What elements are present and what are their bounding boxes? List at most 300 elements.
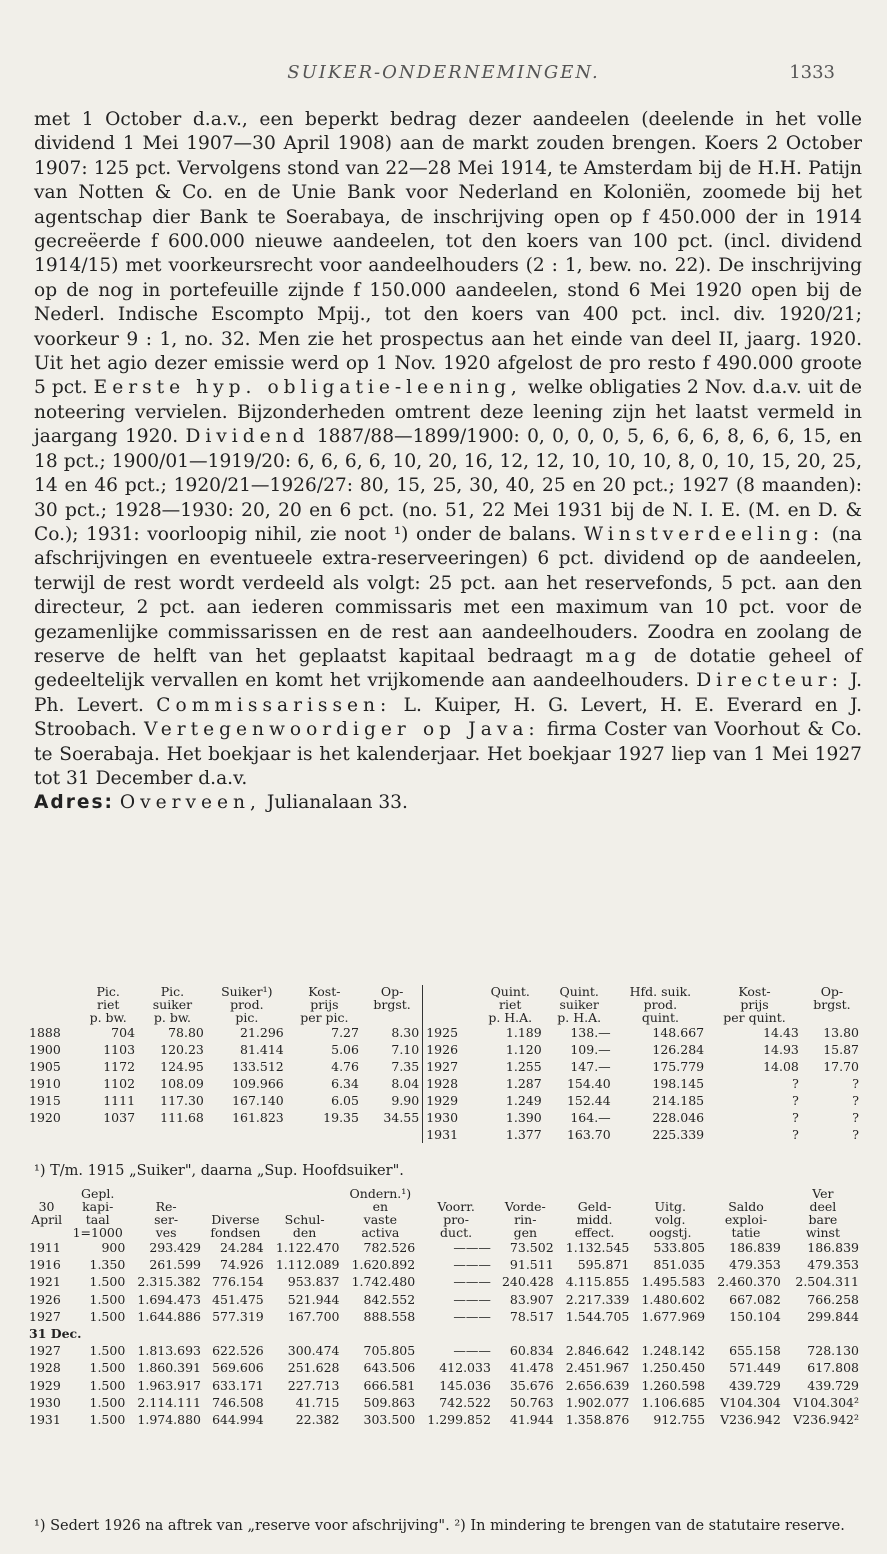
column-header: Saldo — [728, 1199, 764, 1214]
table-cell: 1921 — [29, 1274, 61, 1290]
table-cell: 81.414 — [240, 1042, 284, 1057]
table-cell: 50.763 — [509, 1394, 554, 1410]
table-cell: 1916 — [29, 1257, 61, 1273]
table-cell: 1.480.602 — [641, 1291, 706, 1307]
table-cell: 145.036 — [439, 1377, 491, 1393]
column-header: p. bw. — [153, 1010, 192, 1025]
table-cell: 299.844 — [807, 1308, 859, 1324]
table-row — [26, 1092, 862, 1109]
column-header: Hfd. suik. — [629, 984, 692, 999]
table-cell: ? — [792, 1093, 799, 1108]
table-cell: 533.805 — [653, 1240, 706, 1255]
table-cell: 479.353 — [729, 1257, 781, 1273]
table-cell: 83.907 — [509, 1291, 554, 1307]
table-cell: 667.082 — [729, 1291, 781, 1307]
table-cell: 412.033 — [439, 1360, 491, 1376]
page-number: 1333 — [789, 62, 835, 83]
table-cell: 1.620.892 — [351, 1257, 416, 1273]
table-cell: 164.— — [570, 1110, 611, 1125]
table-cell: 1929 — [29, 1377, 61, 1393]
column-header — [802, 1011, 862, 1024]
table-cell: 7.27 — [331, 1025, 359, 1040]
column-header: brgst. — [813, 997, 851, 1012]
table-cell: 1.260.598 — [641, 1377, 706, 1393]
table-cell: 91.511 — [509, 1257, 554, 1273]
body-text — [34, 108, 862, 816]
table-cell: 126.284 — [652, 1042, 705, 1057]
table-cell: V104.304² — [793, 1394, 859, 1410]
table-cell: 2.460.370 — [717, 1274, 781, 1290]
table-cell: 2.504.311 — [795, 1274, 859, 1290]
table-cell: 1.860.391 — [137, 1360, 202, 1376]
table-cell: ? — [852, 1093, 859, 1108]
table-cell: 1.644.886 — [137, 1308, 202, 1324]
table-cell: 1.390 — [505, 1110, 542, 1125]
balance-table — [26, 1187, 862, 1428]
table-cell: 1.495.583 — [641, 1274, 706, 1290]
column-header: April — [31, 1212, 63, 1227]
table-cell: 1.299.852 — [427, 1412, 491, 1428]
table-cell: 1.500 — [89, 1394, 126, 1410]
table-cell: 9.90 — [391, 1093, 420, 1108]
table-row — [26, 1308, 862, 1325]
column-header: riet — [499, 997, 522, 1012]
table-cell: 1102 — [103, 1076, 136, 1091]
column-header — [362, 1011, 423, 1024]
table-cell: 1.112.089 — [275, 1257, 340, 1273]
table-cell: 1.377 — [505, 1127, 542, 1142]
table-cell: ——— — [453, 1257, 491, 1273]
table-cell: 19.35 — [323, 1110, 359, 1125]
table-cell: 2.846.642 — [565, 1343, 630, 1359]
table-cell: 643.506 — [363, 1360, 416, 1376]
table-cell: 1103 — [103, 1042, 136, 1057]
table-cell: 1.500 — [89, 1343, 126, 1359]
column-header: duct. — [440, 1225, 473, 1240]
table-cell: 900 — [101, 1240, 126, 1255]
column-header: Op- — [380, 984, 404, 999]
table-cell: 1910 — [29, 1076, 61, 1091]
column-header: ser- — [154, 1212, 179, 1227]
column-header: Suiker¹) — [221, 984, 273, 999]
table-cell: 2.217.339 — [565, 1291, 630, 1307]
table-cell: 161.823 — [232, 1110, 284, 1125]
table-cell: 152.44 — [566, 1093, 611, 1108]
table-row — [26, 1411, 862, 1428]
table-cell: 175.779 — [652, 1059, 705, 1074]
table-cell: 439.729 — [729, 1377, 781, 1393]
table-cell: 1927 — [423, 1058, 476, 1075]
table-cell: 4.115.855 — [565, 1274, 630, 1290]
table-cell: 14.43 — [763, 1025, 799, 1040]
table-cell: 60.834 — [509, 1343, 554, 1359]
column-header: Pic. — [160, 984, 185, 999]
table-row — [26, 1359, 862, 1376]
table-cell: 186.839 — [807, 1240, 859, 1255]
table-cell: 1.350 — [89, 1257, 126, 1273]
table-cell: 138.— — [570, 1025, 611, 1040]
column-header: Quint. — [490, 984, 530, 999]
table-row — [26, 1342, 862, 1359]
table-cell: 303.500 — [363, 1412, 416, 1428]
table-cell: 78.80 — [168, 1025, 204, 1040]
table-header-row — [26, 985, 862, 998]
column-header: prijs — [740, 997, 769, 1012]
table-cell — [26, 1126, 78, 1143]
table-cell: 108.09 — [160, 1076, 204, 1091]
column-header: fondsen — [210, 1225, 261, 1240]
table-cell: 1926 — [423, 1041, 476, 1058]
table-cell: 35.676 — [509, 1377, 554, 1393]
table-cell — [78, 1126, 138, 1143]
column-header: pro- — [443, 1212, 469, 1227]
table-cell: 1.250.450 — [641, 1360, 706, 1376]
table-cell: 1.902.077 — [565, 1394, 630, 1410]
table-cell: 8.04 — [391, 1076, 420, 1091]
table-cell: 22.382 — [295, 1412, 340, 1428]
table-cell: 163.70 — [566, 1127, 611, 1142]
text-span: firma Coster van Voorhout & Co. te Soerabaja. Het boekjaar is het kalenderjaar. Het boekjaar 1927 liep van 1 Mei 1927 tot 31 December d.a.v. — [34, 719, 862, 789]
table-cell: 15.87 — [823, 1042, 859, 1057]
table-cell: 1.189 — [505, 1025, 542, 1040]
column-header: 1=1000 — [72, 1225, 123, 1240]
table-cell: 1930 — [423, 1109, 476, 1126]
table-cell: 622.526 — [212, 1343, 264, 1359]
table-cell: 1.122.470 — [275, 1240, 340, 1255]
footnote-2: ¹) Sedert 1926 na aftrek van „reserve voor afschrijving". ²) In mindering te brengen van de statutaire reserve. — [34, 1518, 845, 1534]
table-cell: 4.76 — [331, 1059, 359, 1074]
table-cell: 74.926 — [220, 1257, 264, 1273]
table-cell: 766.258 — [807, 1291, 859, 1307]
table-cell: 111.68 — [160, 1110, 204, 1125]
column-header: Pic. — [96, 984, 120, 999]
table-cell: 746.508 — [212, 1394, 264, 1410]
column-header: kapi- — [82, 1199, 114, 1214]
column-header: Op- — [820, 984, 844, 999]
address-label: Adres: — [34, 792, 114, 814]
column-header: brgst. — [373, 997, 411, 1012]
table-cell: ——— — [453, 1291, 491, 1307]
table-cell: 1111 — [103, 1093, 136, 1108]
column-header: rin- — [514, 1212, 537, 1227]
text-span: 1887/88—1899/1900: 0, 0, 0, 0, 5, 6, 6, 6, 8, 6, 6, 15, en 18 pct.; 1900/01—1919/20: 6, 6, 6, 6, 10, 20, 16, 12, 12, 10, 10, 10, 8, 0, 10, 15, 20, 25, 14 en 46 pct.; 1920/21—1926/27: 80, 15, 25, 30, 40, 25 en 20 pct.; 1927 (8 maanden): 30 pct.; 1928—1930: 20, 20 en 6 pct. (no. 51, 22 Mei 1931 bij de N. I. E. (M. en D. & Co.); 1931: voorloopig nihil, zie noot ¹) onder de balans. — [34, 426, 862, 545]
column-header: Diverse — [211, 1212, 260, 1227]
table-cell: 1928 — [423, 1075, 476, 1092]
table-cell: 148.667 — [652, 1025, 705, 1040]
column-header: volg. — [654, 1212, 686, 1227]
table-cell — [138, 1126, 207, 1143]
column-header: prijs — [310, 997, 339, 1012]
table-cell: 1.677.969 — [641, 1308, 706, 1324]
column-header: 30 — [38, 1199, 55, 1214]
table-cell: 1.132.545 — [565, 1240, 630, 1255]
table-cell: 1.249 — [505, 1093, 542, 1108]
table-cell: 1.255 — [505, 1059, 542, 1074]
text-span: met 1 October d.a.v., een beperkt bedrag dezer aandeelen (deelende in het volle dividend 1 Mei 1907—30 April 1908) aan de markt zouden brengen. Koers 2 October 1907: 125 pct. Vervolgens stond van 22—28 Mei 1914, te Amsterdam bij de H.H. Patijn van Notten & Co. en de Unie Bank voor Nederland en Koloniën, zoomede bij het agentschap dier Bank te Soerabaya, de inschrijving open op f 450.000 der in 1914 gecreëerde f 600.000 nieuwe aandeelen, tot den koers van 100 pct. (incl. dividend 1914/15) met voorkeursrecht voor aandeelhouders (2 : 1, bew. no. 22). De inschrijving op de nog in portefeuille zijnde f 150.000 aandeelen, stond 6 Mei 1920 open bij de Nederl. Indische Escompto Mpij., tot den koers van 400 pct. incl. div. 1920/21; voorkeur 9 : 1, no. 32. Men zie het prospectus aan het einde van deel II, jaarg. 1920. Uit het agio dezer emissie werd op 1 Nov. 1920 afgelost de pro resto f 490.000 groote 5 pct. — [34, 109, 862, 399]
column-header: activa — [361, 1225, 400, 1240]
table-cell: 14.93 — [763, 1042, 799, 1057]
table-cell: 1911 — [29, 1240, 61, 1255]
table-cell: 228.046 — [652, 1110, 705, 1125]
table-cell: 117.30 — [160, 1093, 204, 1108]
column-header — [267, 1187, 343, 1200]
table-row — [26, 1239, 862, 1256]
column-header: Ondern.¹) — [349, 1186, 412, 1201]
table-cell: 109.966 — [232, 1076, 284, 1091]
table-cell: 1931 — [423, 1126, 476, 1143]
column-header: Kost- — [738, 984, 771, 999]
table-cell: 1.974.880 — [137, 1412, 202, 1428]
table-cell: 1928 — [29, 1360, 61, 1376]
emphasis-commissarissen: Commissarissen: — [156, 694, 392, 716]
column-header: deel — [809, 1199, 837, 1214]
table-cell: 198.145 — [652, 1076, 705, 1091]
column-header: prod. — [643, 997, 678, 1012]
table-cell: 451.475 — [212, 1291, 264, 1307]
column-header: den — [292, 1225, 317, 1240]
column-header: Uitg. — [654, 1199, 687, 1214]
table-cell: 13.80 — [823, 1025, 859, 1040]
emphasis-vertegenwoordiger: Vertegenwoordiger op Java: — [143, 719, 540, 741]
column-header: Gepl. — [81, 1186, 115, 1201]
table-cell: 1.742.480 — [351, 1274, 416, 1290]
column-header: Schul- — [284, 1212, 325, 1227]
table-cell — [207, 1126, 287, 1143]
table-cell: 133.512 — [232, 1059, 284, 1074]
table-cell: 912.755 — [653, 1412, 706, 1428]
table-header-row — [26, 1226, 862, 1239]
table-cell: 1.248.142 — [641, 1343, 706, 1359]
column-header: winst — [805, 1225, 840, 1240]
table-cell: 1.120 — [505, 1042, 542, 1057]
footnote-1: ¹) T/m. 1915 „Suiker", daarna „Sup. Hoofdsuiker". — [34, 1163, 404, 1179]
table-cell: 1.500 — [89, 1412, 126, 1428]
text-span: de dotatie geheel of gedeeltelijk vervallen en komt het vrijkomende aan aandeelhouders. — [34, 645, 862, 692]
text-span: J. Ph. Levert. — [34, 670, 862, 716]
table-cell: 167.700 — [287, 1308, 340, 1324]
table-cell: 261.599 — [149, 1257, 202, 1273]
emphasis-winst: Winstverdeeling: — [584, 523, 825, 545]
table-cell: 186.839 — [729, 1240, 781, 1255]
table-row — [26, 1291, 862, 1308]
emphasis-dividend: Dividend — [185, 426, 310, 448]
table-cell: 655.158 — [729, 1343, 781, 1359]
table-cell: 147.— — [570, 1059, 611, 1074]
emphasis-mag: mag — [585, 645, 642, 667]
paragraph — [34, 108, 862, 791]
table-cell: 888.558 — [363, 1308, 416, 1324]
table-cell: 167.140 — [232, 1093, 284, 1108]
production-table — [26, 985, 862, 1143]
table-cell: ——— — [453, 1274, 491, 1290]
column-header: Geld- — [577, 1199, 612, 1214]
emphasis-eerste: Eerste hyp. obligatie-leening, — [93, 377, 522, 399]
table-cell: 577.319 — [212, 1308, 264, 1324]
section-row — [26, 1325, 862, 1342]
table-cell: 571.449 — [729, 1360, 781, 1376]
table-cell: 154.40 — [566, 1076, 611, 1091]
table-cell: 1930 — [29, 1394, 61, 1410]
table-row — [26, 1256, 862, 1273]
table-cell: ——— — [453, 1240, 491, 1255]
table-cell: 225.339 — [652, 1127, 705, 1142]
table-cell: 41.715 — [295, 1394, 340, 1410]
table-cell: 742.522 — [439, 1394, 491, 1410]
table-cell: 251.628 — [287, 1360, 340, 1376]
table-cell: 1929 — [423, 1092, 476, 1109]
column-header: bare — [808, 1212, 838, 1227]
column-header: ves — [155, 1225, 177, 1240]
table-cell: 1037 — [103, 1110, 136, 1125]
table-cell: ? — [792, 1076, 799, 1091]
text-span: (na afschrijvingen en eventueele extra-reserveeringen) 6 pct. dividend op de aandeelen, terwijl de rest wordt verdeeld als volgt: 25 pct. aan het reservefonds, 5 pct. aan den directeur, 2 pct. aan iederen commissaris met een maximum van 10 pct. voor de gezamenlijke commissarissen en de rest aan aandeelhouders. Zoodra en zoolang de reserve de helft van het geplaatst kapitaal bedraagt — [34, 523, 862, 667]
table-cell: 1920 — [29, 1110, 61, 1125]
table-cell: 1.500 — [89, 1360, 126, 1376]
text-span: L. Kuiper, H. G. Levert, H. E. Everard en J. Stroobach. — [34, 694, 862, 741]
column-header: suiker — [152, 997, 193, 1012]
table-cell: 1172 — [103, 1059, 136, 1074]
table-row — [26, 1075, 862, 1092]
table-cell: 1888 — [29, 1025, 61, 1040]
table-cell: 5.06 — [331, 1042, 359, 1057]
table-row — [26, 1126, 862, 1143]
table-cell: 953.837 — [287, 1274, 340, 1290]
column-header: quint. — [641, 1010, 679, 1025]
table-cell: 633.171 — [212, 1377, 264, 1393]
table-row — [26, 1394, 862, 1411]
table-cell: 73.502 — [509, 1240, 554, 1255]
text-span: welke obligaties 2 Nov. d.a.v. uit de noteering vervielen. Bijzonderheden omtrent deze leening zijn het laatst vermeld in jaargang 1920. — [34, 377, 862, 448]
table-cell: ? — [852, 1076, 859, 1091]
table-cell: ——— — [453, 1308, 491, 1324]
column-header — [423, 985, 476, 998]
table-cell: 1.813.693 — [137, 1343, 202, 1359]
table-cell: 1.287 — [505, 1076, 542, 1091]
table-cell: 1.544.705 — [565, 1308, 630, 1324]
table-cell: 7.10 — [391, 1042, 420, 1057]
table-cell: 34.55 — [383, 1110, 420, 1125]
column-header: p. H.A. — [488, 1010, 533, 1025]
table-cell: 293.429 — [149, 1240, 202, 1255]
column-header — [423, 1011, 476, 1024]
table-cell: V236.942² — [793, 1412, 859, 1428]
column-header — [423, 998, 476, 1011]
table-cell: 1.500 — [89, 1291, 126, 1307]
table-row — [26, 1273, 862, 1290]
table-cell: 6.34 — [331, 1076, 359, 1091]
table-row — [26, 1109, 862, 1126]
table-cell: 2.451.967 — [565, 1360, 630, 1376]
table-row — [26, 1024, 862, 1041]
table-cell: 214.185 — [652, 1093, 705, 1108]
column-header: effect. — [574, 1225, 615, 1240]
table-row — [26, 1058, 862, 1075]
table-cell: 1900 — [29, 1042, 61, 1057]
table-cell: 124.95 — [160, 1059, 204, 1074]
table-cell: 644.994 — [212, 1412, 264, 1428]
table-cell: 109.— — [570, 1042, 611, 1057]
column-header — [26, 1226, 67, 1239]
table-cell: 1931 — [29, 1412, 61, 1428]
table-cell: 704 — [111, 1025, 136, 1040]
table-cell: 21.296 — [240, 1025, 284, 1040]
table-cell: 521.944 — [287, 1291, 340, 1307]
column-header: per pic. — [300, 1010, 349, 1025]
table-cell: 1.500 — [89, 1308, 126, 1324]
table-cell: 728.130 — [807, 1343, 859, 1359]
column-header: en — [372, 1199, 389, 1214]
table-cell: 1.694.473 — [137, 1291, 202, 1307]
table-cell: 17.70 — [823, 1059, 859, 1074]
address-street: Julianalaan 33. — [266, 792, 408, 814]
table-cell: 509.863 — [363, 1394, 416, 1410]
column-header: Vorde- — [504, 1199, 546, 1214]
table-cell: 439.729 — [807, 1377, 859, 1393]
table-cell: ? — [792, 1127, 799, 1142]
table-cell: 1.963.917 — [137, 1377, 202, 1393]
table-cell: 595.871 — [577, 1257, 630, 1273]
column-header: prod. — [230, 997, 264, 1012]
table-cell: 120.23 — [160, 1042, 204, 1057]
table-cell: 78.517 — [509, 1308, 554, 1324]
table-cell: 41.478 — [509, 1360, 554, 1376]
column-header: Voorr. — [437, 1199, 475, 1214]
column-header: Ver — [812, 1186, 834, 1201]
table-cell: 6.05 — [331, 1093, 359, 1108]
column-header: gen — [513, 1225, 538, 1240]
table-header-row — [26, 1011, 862, 1024]
table-cell: 1927 — [29, 1308, 61, 1324]
address-line — [34, 791, 862, 815]
address-place: Overveen, — [119, 792, 261, 814]
table-cell: 1.500 — [89, 1274, 126, 1290]
table-cell: 479.353 — [807, 1257, 859, 1273]
table-cell: V236.942 — [720, 1412, 781, 1428]
table-cell: 782.526 — [363, 1240, 416, 1255]
table-cell: ? — [852, 1127, 859, 1142]
column-header: taal — [85, 1212, 110, 1227]
table-cell: 851.035 — [653, 1257, 706, 1273]
page-header — [0, 60, 887, 90]
table-cell: 1925 — [423, 1024, 476, 1041]
table-cell — [287, 1126, 362, 1143]
table-cell: ——— — [453, 1343, 491, 1359]
table-cell: 227.713 — [287, 1377, 340, 1393]
table-cell: 776.154 — [212, 1274, 264, 1290]
column-header: tatie — [731, 1225, 761, 1240]
column-header: p. bw. — [89, 1010, 127, 1025]
column-header: pic. — [235, 1010, 259, 1025]
table-cell: 14.08 — [763, 1059, 799, 1074]
table-cell: 41.944 — [509, 1412, 554, 1428]
table-cell: 2.114.111 — [137, 1394, 202, 1410]
table-cell: 1927 — [29, 1343, 61, 1359]
table-row — [26, 1377, 862, 1394]
column-header: riet — [96, 997, 120, 1012]
table-cell: 617.808 — [807, 1360, 859, 1376]
column-header: p. H.A. — [557, 1010, 602, 1025]
table-cell: 2.656.639 — [565, 1377, 630, 1393]
column-header: exploi- — [724, 1212, 768, 1227]
table-cell: 1926 — [29, 1291, 61, 1307]
table-cell: 150.104 — [729, 1308, 781, 1324]
table-cell: 705.805 — [363, 1343, 416, 1359]
section-label: 31 Dec. — [29, 1326, 82, 1342]
column-header — [204, 1187, 267, 1200]
table-cell: 842.552 — [363, 1291, 416, 1307]
emphasis-directeur: Directeur: — [696, 670, 843, 692]
table-cell: 1915 — [29, 1093, 61, 1108]
